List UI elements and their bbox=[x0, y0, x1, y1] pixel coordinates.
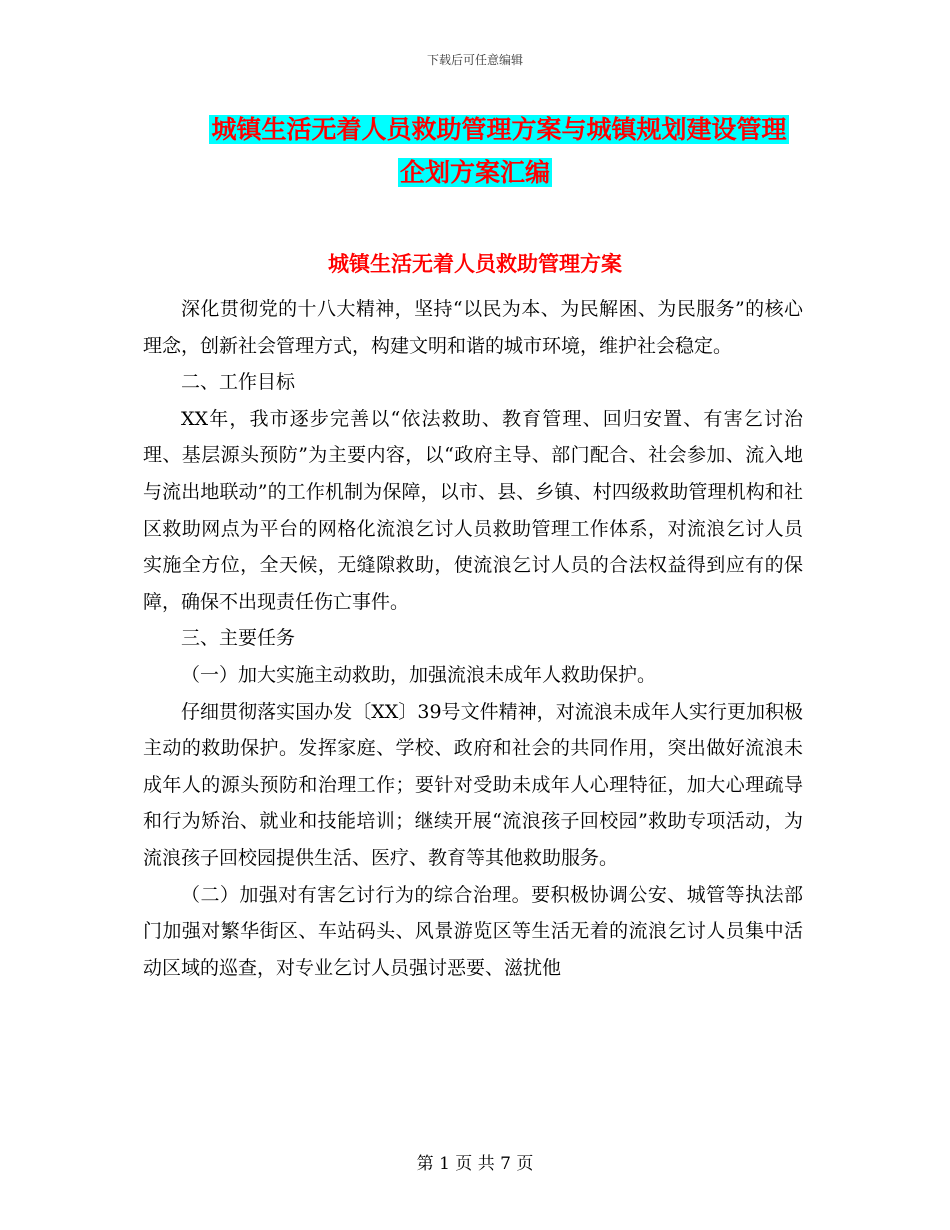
heading-work-goals: 二、工作目标 bbox=[181, 371, 296, 394]
paragraph-intro: 深化贯彻党的十八大精神，坚持“以民为本、为民解困、为民服务”的核心理念，创新社会管理方式，构建文明和谐的城市环境，维护社会稳定。 bbox=[143, 298, 803, 357]
document-body bbox=[143, 291, 803, 986]
document-title-text-1: 城镇生活无着人员救助管理方案与城镇规划建设管理 bbox=[211, 115, 787, 144]
heading-main-tasks: 三、主要任务 bbox=[181, 627, 296, 650]
subheading-task-1: （一）加大实施主动救助，加强流浪未成年人救助保护。 bbox=[181, 663, 657, 686]
document-title-text-2: 企划方案汇编 bbox=[399, 158, 550, 187]
header-note: 下载后可任意编辑 bbox=[426, 53, 523, 67]
paragraph-task-2: （二）加强对有害乞讨行为的综合治理。要积极协调公安、城管等执法部门加强对繁华街区、车站码头、风景游览区等生活无着的流浪乞讨人员集中活动区域的巡查，对专业乞讨人员强讨恶要、滋扰他 bbox=[143, 883, 803, 979]
paragraph-work-goals: XX年，我市逐步完善以“依法救助、教育管理、回归安置、有害乞讨治理、基层源头预防”为主要内容，以“政府主导、部门配合、社会参加、流入地与流出地联动”的工作机制为保障，以市、县、乡镇、村四级救助管理机构和社区救助网点为平台的网格化流浪乞讨人员救助管理工作体系，对流浪乞讨人员实施全方位，全天候，无缝隙救助，使流浪乞讨人员的合法权益得到应有的保障，确保不出现责任伤亡事件。 bbox=[143, 407, 803, 613]
document-title-line-1 bbox=[24, 113, 950, 147]
section-title: 城镇生活无着人员救助管理方案 bbox=[328, 252, 622, 276]
document-title-line-2 bbox=[0, 156, 950, 190]
page-number: 第 1 页 共 7 页 bbox=[416, 1154, 534, 1174]
paragraph-task-1: 仔细贯彻落实国办发〔XX〕39号文件精神，对流浪未成年人实行更加积极主动的救助保护。发挥家庭、学校、政府和社会的共同作用，突出做好流浪未成年人的源头预防和治理工作；要针对受助未成年人心理特征，加大心理疏导和行为矫治、就业和技能培训；继续开展“流浪孩子回校园”救助专项活动，为流浪孩子回校园提供生活、医疗、教育等其他救助服务。 bbox=[143, 700, 803, 869]
